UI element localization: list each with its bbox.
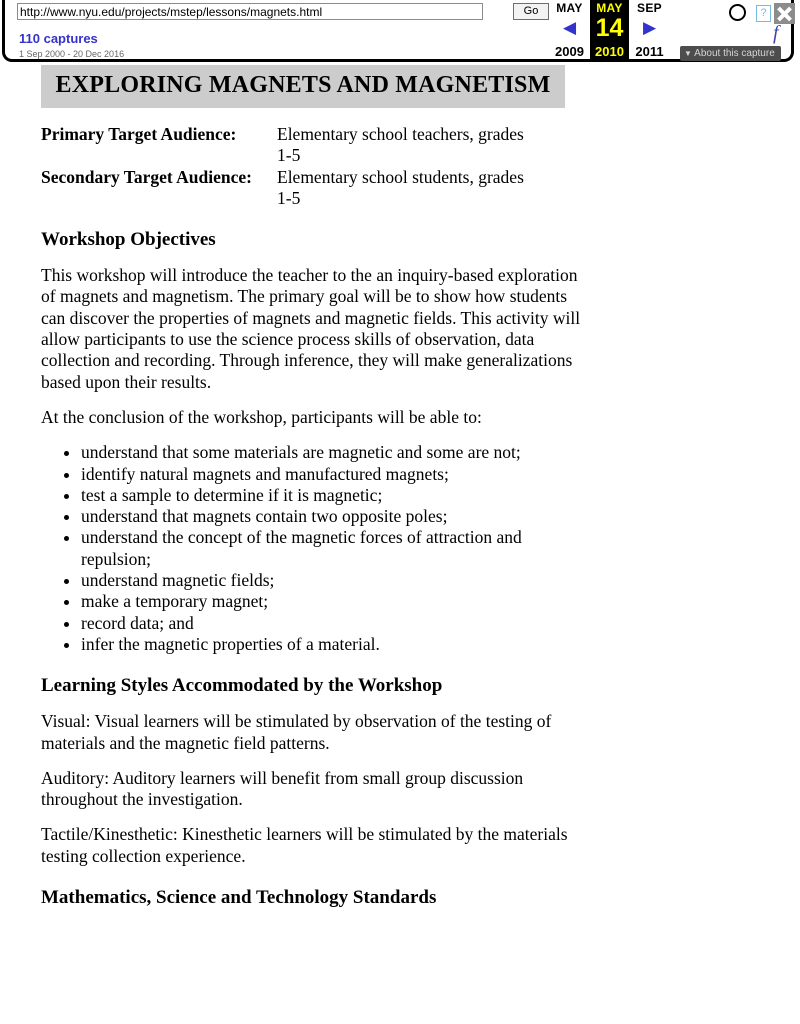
conclusion-intro-paragraph: At the conclusion of the workshop, participants will be able to:	[41, 406, 482, 427]
facebook-share-icon[interactable]: f	[773, 22, 779, 44]
current-capture-column	[590, 0, 629, 62]
current-year-label: 2010	[595, 44, 624, 59]
capture-date-range: 1 Sep 2000 - 20 Dec 2016	[19, 49, 125, 59]
prev-capture-arrow-icon[interactable]: ◀	[562, 18, 577, 37]
audience-value: Elementary school students, grades 1-5	[277, 166, 524, 208]
about-this-capture-button[interactable]	[680, 46, 781, 61]
audience-table	[41, 124, 541, 209]
archive-circle-icon	[729, 4, 746, 21]
table-row	[41, 167, 541, 210]
page-title-banner	[41, 65, 565, 108]
next-capture-column[interactable]	[630, 0, 669, 62]
current-day-wrap	[590, 14, 629, 42]
list-item: • understand that magnets contain two opposite poles;	[81, 506, 581, 527]
next-month-label: SEP	[637, 1, 662, 15]
list-item: • infer the magnetic properties of a material.	[81, 634, 581, 655]
workshop-objectives-heading: Workshop Objectives	[41, 229, 216, 251]
wayback-toolbar	[0, 0, 800, 64]
list-item: • understand the concept of the magnetic forces of attraction and repulsion;	[81, 527, 581, 570]
prev-arrow-wrap[interactable]	[550, 14, 589, 42]
list-item: • test a sample to determine if it is magnetic;	[81, 485, 581, 506]
go-button[interactable]: Go	[513, 3, 549, 20]
archived-page	[0, 65, 800, 909]
table-row	[41, 124, 541, 167]
captures-count-link[interactable]: 110 captures	[19, 31, 98, 46]
list-item: • record data; and	[81, 613, 581, 634]
learning-styles-heading: Learning Styles Accommodated by the Workshop	[41, 675, 443, 697]
current-day-label: 14	[595, 14, 624, 42]
url-input[interactable]	[17, 3, 483, 20]
page-title: EXPLORING MAGNETS AND MAGNETISM	[55, 72, 551, 98]
audience-value: Elementary school teachers, grades 1-5	[277, 124, 524, 166]
chevron-down-icon: ▼	[684, 49, 692, 58]
url-row	[17, 3, 552, 21]
page-content	[41, 124, 581, 909]
audience-label: Secondary Target Audience:	[41, 166, 252, 187]
learning-style-auditory: Auditory: Auditory learners will benefit from small group discussion throughout the investigation.	[41, 767, 524, 810]
next-year-label: 2011	[635, 44, 664, 59]
list-item: • identify natural magnets and manufactured magnets;	[81, 464, 581, 485]
date-navigation	[550, 0, 672, 62]
list-item: • understand that some materials are magnetic and some are not;	[81, 442, 581, 463]
prev-capture-column[interactable]	[550, 0, 589, 62]
objectives-intro-paragraph: This workshop will introduce the teacher to the an inquiry-based exploration of magnets and magnetism. The primary goal will be to show how students can discover the properties of magnets and magnetic fields. This activity will allow participants to use the science process skills of observation, data collection and recording. Through inference, they will make generalizations based upon their results.	[41, 265, 581, 392]
current-month-label: MAY	[596, 1, 623, 15]
standards-heading: Mathematics, Science and Technology Standards	[41, 887, 437, 909]
list-item: • make a temporary magnet;	[81, 591, 581, 612]
prev-year-label: 2009	[555, 44, 584, 59]
audience-label: Primary Target Audience:	[41, 124, 237, 144]
list-item: • understand magnetic fields;	[81, 570, 581, 591]
next-capture-arrow-icon[interactable]: ▶	[642, 18, 657, 37]
learning-style-visual: Visual: Visual learners will be stimulated by observation of the testing of materials and the magnetic field patterns.	[41, 711, 552, 753]
about-this-capture-label: About this capture	[694, 48, 775, 59]
prev-month-label: MAY	[556, 1, 583, 15]
objectives-list	[41, 442, 581, 655]
close-icon[interactable]	[774, 3, 795, 24]
wayback-toolbar-frame	[2, 0, 794, 62]
learning-style-tactile: Tactile/Kinesthetic: Kinesthetic learners will be stimulated by the materials testing collection experience.	[41, 824, 568, 866]
next-arrow-wrap[interactable]	[630, 14, 669, 42]
help-icon[interactable]: ?	[756, 5, 771, 22]
